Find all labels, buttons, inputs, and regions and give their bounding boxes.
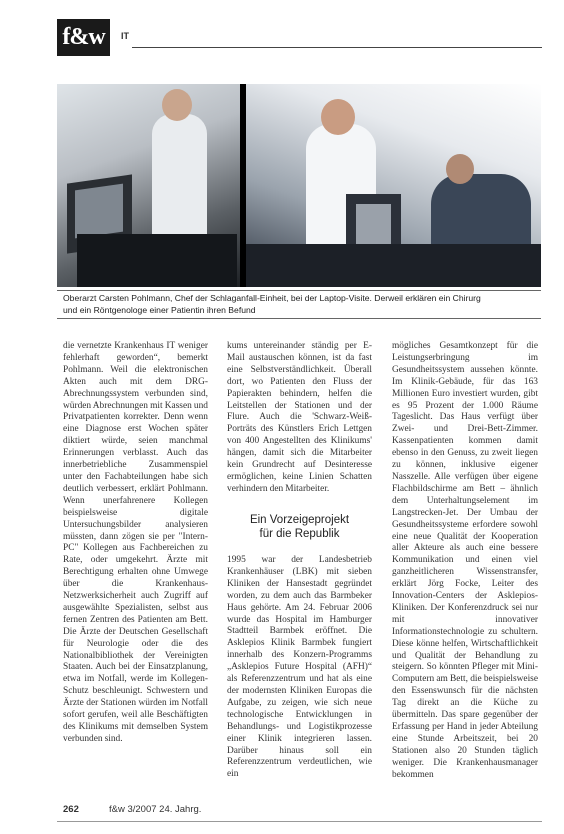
- article-column-2-top: kums untereinander ständig per E-Mail austauschen können, ist da fast eine Selbstverständlichkeit. Überall dort, wo Patienten den Fluss der Papierakten behindern, helfen die Leitstellen der Stationen und der Flure. Auch die 'Schwarz-Weiß-Porträts des Künstlers Erich Lettgen von 400 Angestellten des Klinikums' hängen, damit sich die Mitarbeiter kein Grundrecht auf Desinteresse ermöglichen, keine Linien Schatten verhindern den Mitarbeiter.: [227, 341, 372, 494]
- article-photo: [57, 84, 541, 287]
- photo-xray-consultation: [246, 84, 541, 287]
- subheading-line-1: Ein Vorzeigeprojekt: [249, 514, 350, 526]
- footer-rule: [57, 821, 542, 822]
- photo-caption: [63, 292, 539, 316]
- article-column-3: mögliches Gesamtkonzept für die Leistungserbringung im Gesundheitssystem aussehen könnte. Im Klinik-Gebäude, für das 163 Millionen Euro investiert wurden, gibt es 95 Prozent der 1.000 Räume Tageslicht. Das Haus verfügt über Zwei- und Drei-Bett-Zimmer. Kassenpatienten kommen damit ebenso in den Genuss, zu zweit liegen zu können, inklusive eigener Nasszelle. Alle verfügen über eigene Flachbildschirme am Bett – ähnlich dem Unterhaltungselement im Langstrecken-Jet. Der Umbau der Gesundheitssysteme erfordere sowohl eine neue Qualität der Kooperation aller Akteure als auch eine bessere Kommunikation und einen viel ganzheitlicheren Wissenstransfer, erklärt Jörg Focke, Leiter des Innovation-Centers der Asklepios-Kliniken. Der Konferenzdruck sei nur mit innovativer Informationstechnologie zu schultern. Diese könne helfen, Wirtschaftlichkeit und Qualität der Behandlung zu steigern. So könnten Pfleger mit Mini-Computern am Bett, die beispielsweise den Essenswunsch für die nächsten Tag direkt an die Küche zu übermitteln. Das spare gegenüber der Erfassung per Hand in jeder Abteilung eine Stunde Arbeitszeit, bei 20 Stationen also 20 Stunden täglich weniger. Die Krankenhausmanager bekommen: [392, 341, 538, 780]
- page-number: 262: [63, 804, 79, 815]
- caption-rule-top: [57, 290, 541, 291]
- photo-laptop-visit: [57, 84, 240, 287]
- magazine-logo: f&w: [57, 19, 110, 56]
- header-rule: [132, 47, 542, 48]
- article-column-2-bottom: 1995 war der Landesbetrieb Krankenhäuser (LBK) mit sieben Kliniken der Hansestadt gegründet worden, zu dem auch das Barmbeker Haus gehörte. Am 24. Februar 2006 wurde das Hospital im Hamburger Stadtteil Barmbek eröffnet. Die Asklepios Klinik Barmbek fungiert innerhalb des Konzern-Programms „Asklepios Future Hospital (AFH)“ als Referenzzentrum und hat als eine der modernsten Kliniken Europas die Aufgabe, zu zeigen, wie sich neue technologische Entwicklungen in Behandlungs- und Logistikprozesse einer Klinik integrieren lassen. Darüber hinaus soll ein Referenzzentrum verdeutlichen, wie ein: [227, 555, 372, 780]
- caption-line-2: und ein Röntgenologe einer Patientin ihren Befund: [63, 305, 256, 315]
- subheading-line-2: für die Republik: [259, 528, 340, 540]
- article-column-1: die vernetzte Krankenhaus IT weniger fehlerhaft geworden“, bemerkt Pohlmann. Weil die elektronischen Akten auch mit dem DRG-Abrechnungssystem verbunden sind, würden Abrechnungen mit Kassen und Privatpatienten korrekter. Denn wenn eine Diagnose erst Wochen später diktiert würde, seien manchmal Erinnerungen verblasst. Auch das innerbetriebliche Zusammenspiel unter den Fachabteilungen habe sich deutlich verbessert, erklärt Pohlmann. Wenn unerfahrenere Kollegen beispielsweise digitale Untersuchungsbilder analysieren müssten, dann zögen sie per "Intern-PC" Kollegen aus Fachbereichen zu Rate, oder umgekehrt. Ärzte mit Berechtigung erhalten ohne Umwege über die Krankenhaus-Netzwerksicherheit auch Zugriff auf ausgewählte Spezialisten, selbst aus fernen Zentren des Patienten am Bett. Die Ärzte der Deutschen Gesellschaft für Neurologie oder die des Nationalbibliothek der Vereinigten Staaten. Auch bei der Einsatzplanung, etwa im Notfall, werde im Kollegen-Schutz beschleunigt. Schwestern und Ärzte der Stationen würden im Notfall sofort gerufen, weil alle Beschäftigten des Klinikums mit demselben System verbunden sind.: [63, 341, 208, 744]
- issue-info: f&w 3/2007 24. Jahrg.: [109, 804, 202, 815]
- article-subheading: [227, 513, 372, 541]
- section-label: IT: [121, 31, 129, 41]
- caption-line-1: Oberarzt Carsten Pohlmann, Chef der Schlaganfall-Einheit, bei der Laptop-Visite. Derweil erklären ein Chirurg: [63, 293, 481, 303]
- caption-rule-bottom: [57, 318, 541, 319]
